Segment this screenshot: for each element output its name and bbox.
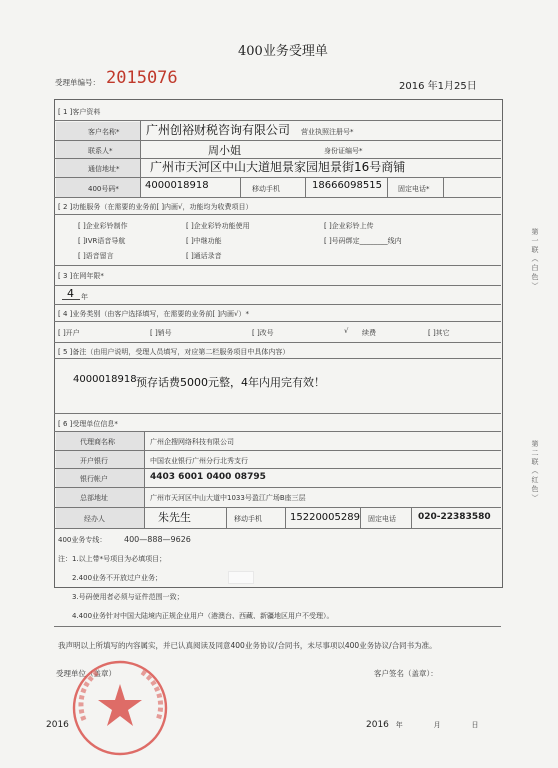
biz-renew[interactable]: 续费 bbox=[362, 329, 376, 337]
sec1-header: [ 1 ]客户资料 bbox=[58, 108, 101, 116]
hq-addr-label: 总部地址 bbox=[80, 494, 108, 502]
hline bbox=[54, 214, 501, 215]
address-label: 通信地址* bbox=[88, 165, 120, 173]
hline bbox=[54, 140, 501, 141]
biz-other[interactable]: [ ]其它 bbox=[428, 329, 450, 337]
customer-sign-year: 2016 bbox=[366, 720, 389, 730]
sec4-header: [ 4 ]业务类别（由客户选择填写，在需要的业务前[ ]内画√）* bbox=[58, 310, 250, 318]
customer-sign-year-label: 年 bbox=[395, 721, 403, 729]
redaction-patch bbox=[228, 571, 254, 584]
svc-binding[interactable]: [ ]号码绑定________线内 bbox=[324, 237, 402, 245]
sec2-header: [ 2 ]功能服务（在需要的业务前[ ]内画√，功能均为收费项目） bbox=[58, 203, 253, 211]
contact-label: 联系人* bbox=[88, 147, 113, 155]
unit-seal-label: 受理单位（盖章） bbox=[56, 669, 116, 678]
agent-label: 代理商名称 bbox=[80, 438, 115, 446]
sec3-header: [ 3 ]在网年限* bbox=[58, 272, 104, 280]
biz-open[interactable]: [ ]开户 bbox=[58, 329, 80, 337]
hline bbox=[54, 450, 501, 451]
hline bbox=[54, 265, 501, 266]
date-month: 1 bbox=[437, 81, 445, 92]
years-unit: 年 bbox=[81, 293, 88, 301]
form-no-value: 2015076 bbox=[106, 68, 178, 88]
page-title: 400业务受理单 bbox=[238, 44, 328, 59]
sec1-mobile-value: 18666098515 bbox=[312, 180, 382, 191]
svc-ringback-use[interactable]: [ ]企业彩铃功能使用 bbox=[186, 222, 250, 230]
sec6-header: [ 6 ]受理单位信息* bbox=[58, 420, 118, 428]
svc-ivr[interactable]: [ ]IVR语音导航 bbox=[78, 237, 126, 245]
svc-trunk[interactable]: [ ]中继功能 bbox=[186, 237, 222, 245]
n400-value: 4000018918 bbox=[145, 180, 209, 191]
customer-sign-month-label: 月 bbox=[433, 721, 441, 729]
vline bbox=[305, 177, 306, 197]
hline bbox=[54, 342, 501, 343]
biz-renew-check[interactable]: √ bbox=[344, 327, 349, 335]
vline bbox=[411, 507, 412, 528]
company-seal bbox=[58, 650, 176, 760]
bank-label: 开户银行 bbox=[80, 457, 108, 465]
hline bbox=[54, 413, 501, 414]
hline bbox=[54, 321, 501, 322]
remark-text: 预存话费5000元整，4年内用完有效！ bbox=[136, 376, 325, 389]
years-value: 4 bbox=[67, 287, 74, 300]
address-value: 广州市天河区中山大道旭景家园旭景街16号商铺 bbox=[150, 160, 406, 174]
hline bbox=[54, 507, 501, 508]
handler-value: 朱先生 bbox=[158, 511, 191, 524]
sec1-phone-label: 固定电话* bbox=[398, 185, 430, 193]
svc-recording[interactable]: [ ]通话录音 bbox=[186, 252, 222, 260]
sec5-header: [ 5 ]备注（由用户说明，受理人员填写，对应第二栏服务项目中具体内容） bbox=[58, 348, 290, 356]
n400-label: 400号码* bbox=[88, 185, 119, 193]
svc-ringback-upload[interactable]: [ ]企业彩铃上传 bbox=[324, 222, 374, 230]
vline bbox=[144, 431, 145, 528]
form-no-label: 受理单编号： bbox=[55, 78, 100, 87]
vline bbox=[285, 507, 286, 528]
notes-divider bbox=[54, 626, 501, 627]
biz-cancel[interactable]: [ ]销号 bbox=[150, 329, 172, 337]
id-label: 身份证编号* bbox=[324, 147, 363, 155]
sec1-mobile-label: 移动手机 bbox=[252, 185, 280, 193]
date-year-suffix: 年 bbox=[427, 81, 438, 92]
date-day: 25 bbox=[454, 81, 467, 92]
declaration: 我声明以上所填写的内容属实，并已认真阅读及同意400业务协议/合同书，未尽事项以400业务协议/合同书为准。 bbox=[58, 641, 437, 650]
side-label-second: 第二联（红色） bbox=[531, 440, 539, 503]
unit-sign-year: 2016 bbox=[46, 720, 69, 730]
hline bbox=[54, 528, 501, 529]
date-month-suffix: 月 bbox=[444, 81, 455, 92]
bank-value: 中国农业银行广州分行北秀支行 bbox=[150, 457, 248, 465]
hotline-value: 400—888—9626 bbox=[124, 535, 191, 544]
company-value: 广州创裕财税咨询有限公司 bbox=[146, 123, 291, 137]
vline bbox=[226, 507, 227, 528]
hq-addr-value: 广州市天河区中山大道中1033号盈江广场B座三层 bbox=[150, 494, 306, 502]
note-2: 2.400业务不开放过户业务； bbox=[72, 574, 163, 582]
company-label: 客户名称* bbox=[88, 128, 120, 136]
account-label: 银行帐户 bbox=[80, 475, 108, 483]
contact-value: 周小姐 bbox=[208, 144, 241, 157]
vline bbox=[240, 177, 241, 197]
hline bbox=[54, 197, 501, 198]
years-underline bbox=[62, 299, 80, 300]
account-value: 4403 6001 0400 08795 bbox=[150, 472, 266, 482]
sec6-mobile-value: 15220005289 bbox=[290, 512, 360, 523]
date-year: 2016 bbox=[399, 81, 425, 92]
customer-sign-day-label: 日 bbox=[471, 721, 479, 729]
hline bbox=[54, 304, 501, 305]
hline bbox=[54, 468, 501, 469]
date-line bbox=[399, 77, 477, 92]
sec6-phone-label: 固定电话 bbox=[368, 515, 396, 523]
side-label-first: 第一联（白色） bbox=[531, 228, 539, 291]
hline bbox=[54, 358, 501, 359]
biz-change[interactable]: [ ]改号 bbox=[252, 329, 274, 337]
hline bbox=[54, 285, 501, 286]
hline bbox=[54, 177, 501, 178]
handler-label: 经办人 bbox=[84, 515, 105, 523]
svc-ringback-make[interactable]: [ ]企业彩铃制作 bbox=[78, 222, 128, 230]
sec6-mobile-label: 移动手机 bbox=[234, 515, 262, 523]
remark-number: 4000018918 bbox=[73, 374, 137, 385]
note-4: 4.400业务针对中国大陆境内正规企业用户（港澳台、西藏、新疆地区用户不受理）。 bbox=[72, 612, 334, 620]
note-3: 3.号码使用者必须与证件范围一致； bbox=[72, 593, 184, 601]
customer-sign-date bbox=[366, 720, 479, 730]
hline bbox=[54, 431, 501, 432]
svc-voicemail[interactable]: [ ]语音留言 bbox=[78, 252, 114, 260]
date-day-suffix: 日 bbox=[466, 81, 477, 92]
vline bbox=[443, 177, 444, 197]
note-1: 注：1.以上带*号项目为必填项目； bbox=[58, 555, 167, 563]
hline bbox=[54, 487, 501, 488]
sec6-phone-value: 020-22383580 bbox=[418, 512, 491, 522]
vline bbox=[140, 120, 141, 197]
customer-sign-label: 客户签名（盖章）： bbox=[374, 669, 438, 678]
agent-value: 广州企搜网络科技有限公司 bbox=[150, 438, 234, 446]
hotline-label: 400业务专线： bbox=[58, 536, 107, 544]
vline bbox=[387, 177, 388, 197]
vline bbox=[360, 507, 361, 528]
license-label: 营业执照注册号* bbox=[301, 128, 354, 136]
